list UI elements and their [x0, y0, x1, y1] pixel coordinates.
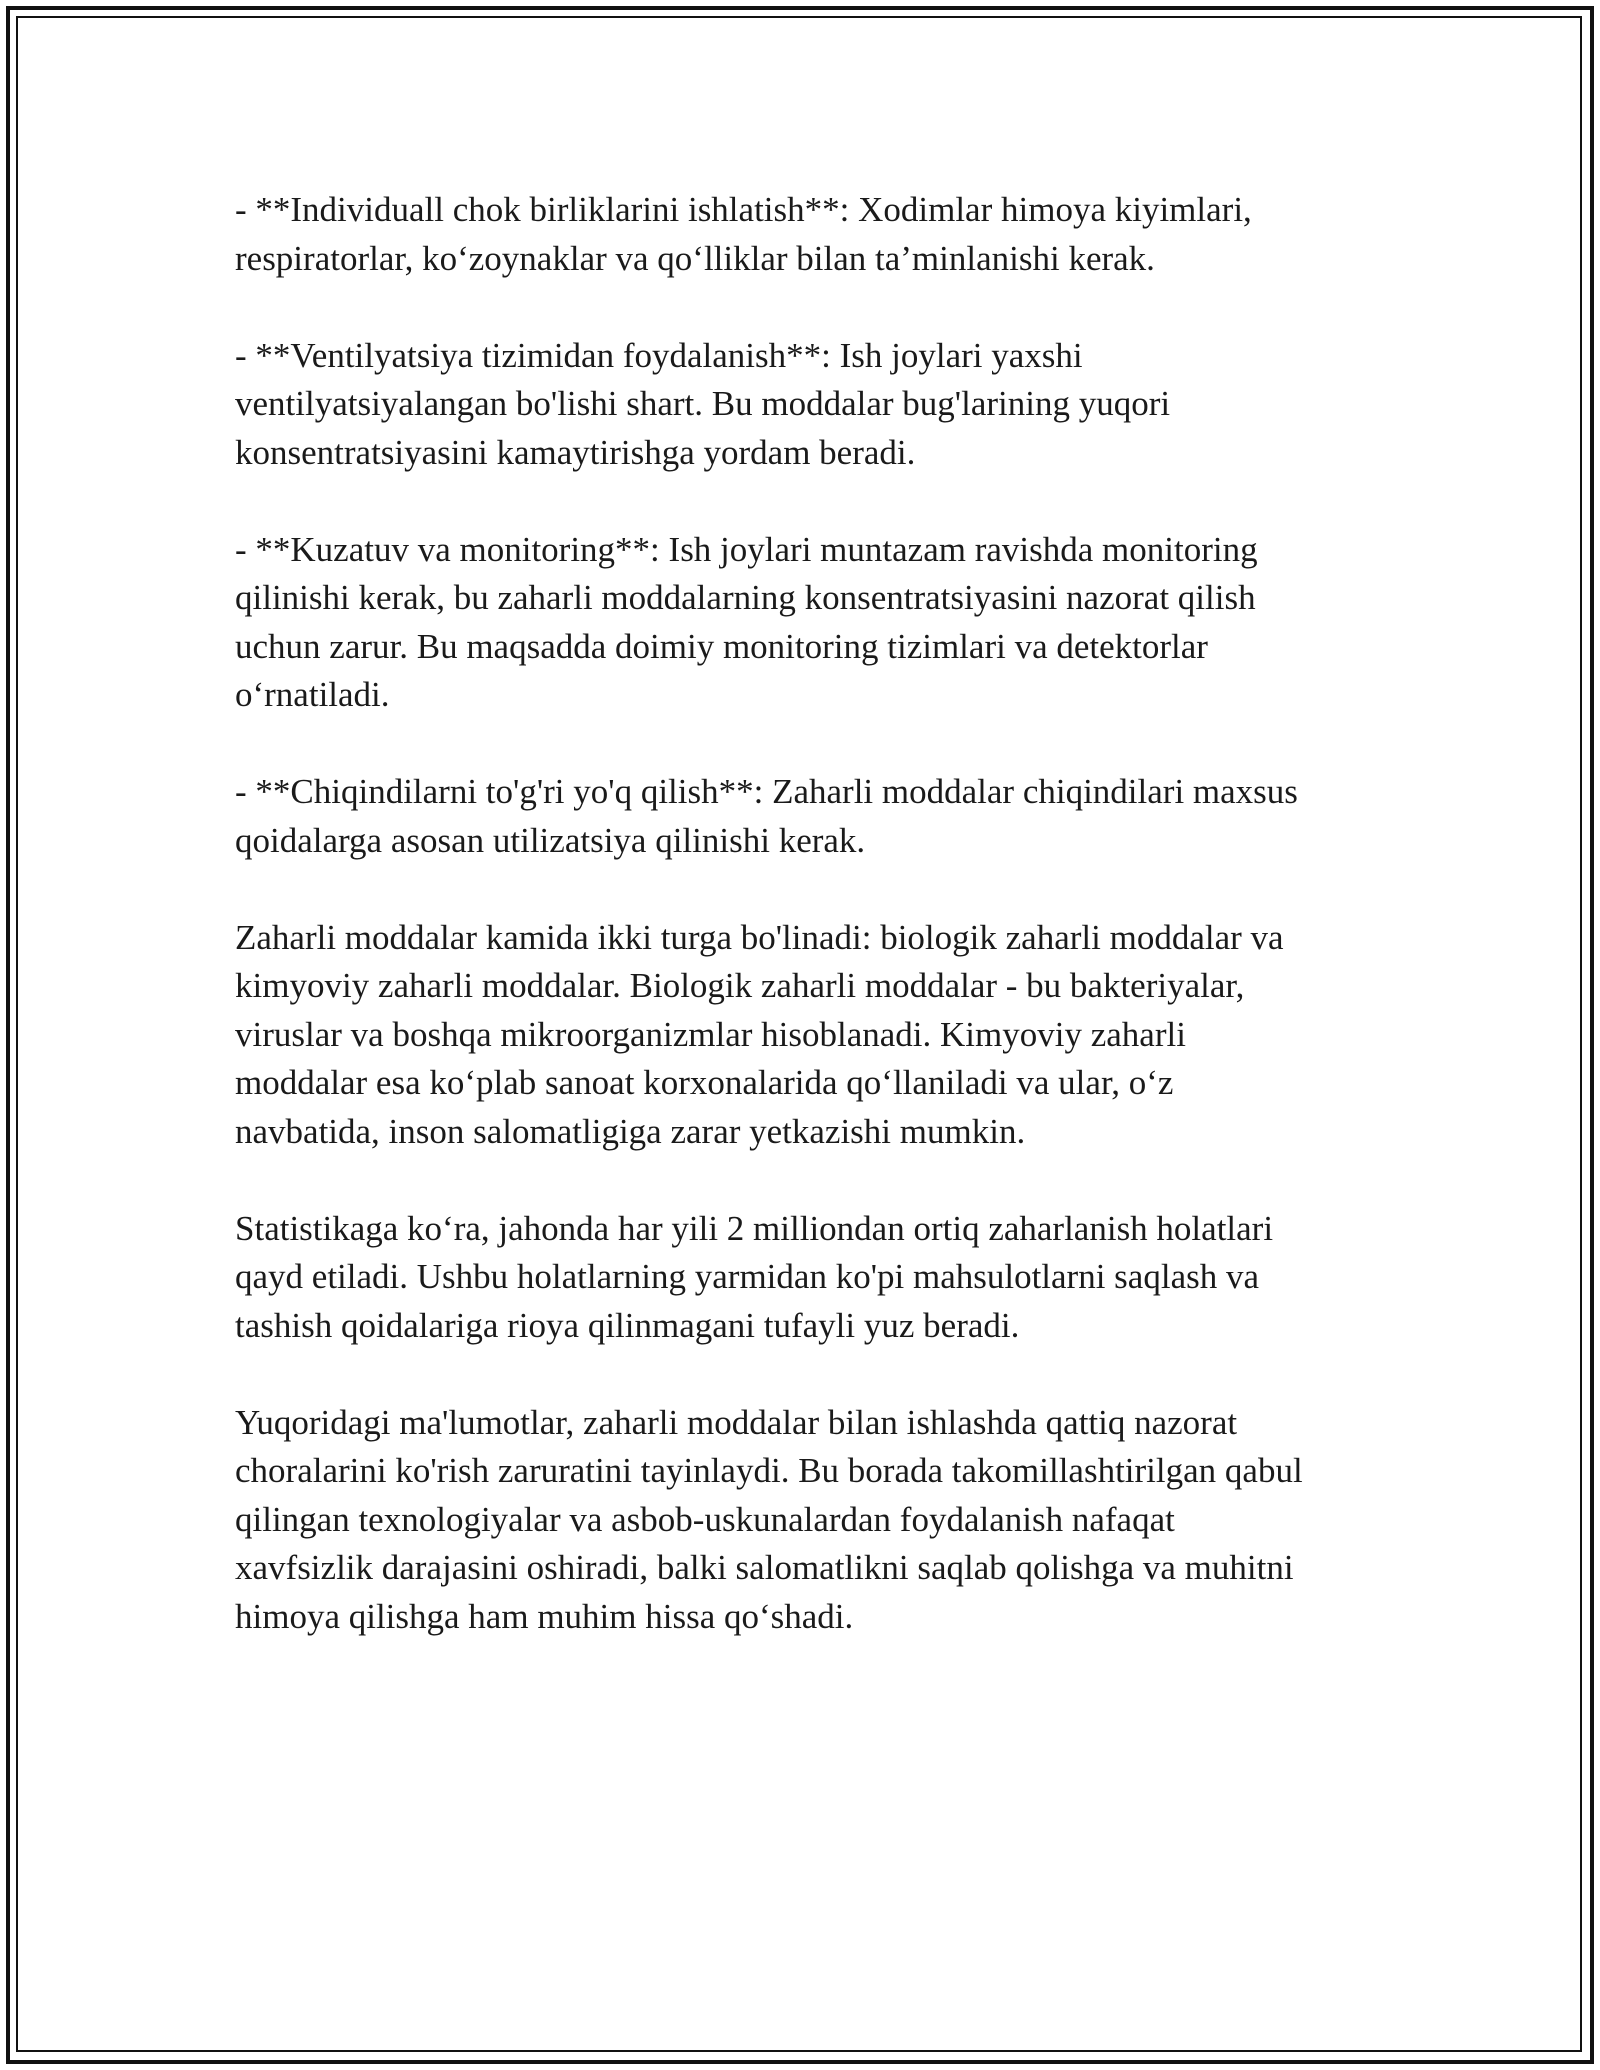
bullet-paragraph-waste-disposal: - **Chiqindilarni to'g'ri yo'q qilish**: Zaharli moddalar chiqindilari maxsus qoidalarga asosan utilizatsiya qilinishi kerak. [235, 772, 1298, 860]
bullet-paragraph-monitoring: - **Kuzatuv va monitoring**: Ish joylari muntazam ravishda monitoring qilinishi kerak, bu zaharli moddalarning konsentratsiyasini nazorat qilish uchun zarur. Bu maqsadda doimiy monitoring tizimlari va detektorlar o‘rnatiladi. [235, 529, 1258, 714]
paragraph-conclusion: Yuqoridagi ma'lumotlar, zaharli moddalar bilan ishlashda qattiq nazorat choralarini ko'rish zaruratini tayinlaydi. Bu borada takomillashtirilgan qabul qilingan texnologiyalar va asbob-uskunalardan foydalanish nafaqat xavfsizlik darajasini oshiradi, balki salomatlikni saqlab qolishga va muhitni himoya qilishga ham muhim hissa qo‘shadi. [235, 1402, 1303, 1636]
paragraph-statistics: Statistikaga ko‘ra, jahonda har yili 2 milliondan ortiq zaharlanish holatlari qayd etiladi. Ushbu holatlarning yarmidan ko'pi mahsulotlarni saqlash va tashish qoidalariga rioya qilinmagani tufayli yuz beradi. [235, 1208, 1274, 1345]
paragraph-types-of-toxins: Zaharli moddalar kamida ikki turga bo'linadi: biologik zaharli moddalar va kimyoviy zaharli moddalar. Biologik zaharli moddalar - bu bakteriyalar, viruslar va boshqa mikroorganizmlar hisoblanadi. Kimyoviy zaharli moddalar esa ko‘plab sanoat korxonalarida qo‘llaniladi va ular, o‘z navbatida, inson salomatligiga zarar yetkazishi mumkin. [235, 917, 1284, 1151]
bullet-paragraph-ppe: - **Individuall chok birliklarini ishlatish**: Xodimlar himoya kiyimlari, respiratorlar, ko‘zoynaklar va qo‘lliklar bilan ta’minlanishi kerak. [235, 190, 1252, 278]
bullet-paragraph-ventilation: - **Ventilyatsiya tizimidan foydalanish**: Ish joylari yaxshi ventilyatsiyalangan bo'lishi shart. Bu moddalar bug'larining yuqori konsentratsiyasini kamaytirishga yordam beradi. [235, 335, 1171, 472]
document-body [235, 186, 1375, 1641]
